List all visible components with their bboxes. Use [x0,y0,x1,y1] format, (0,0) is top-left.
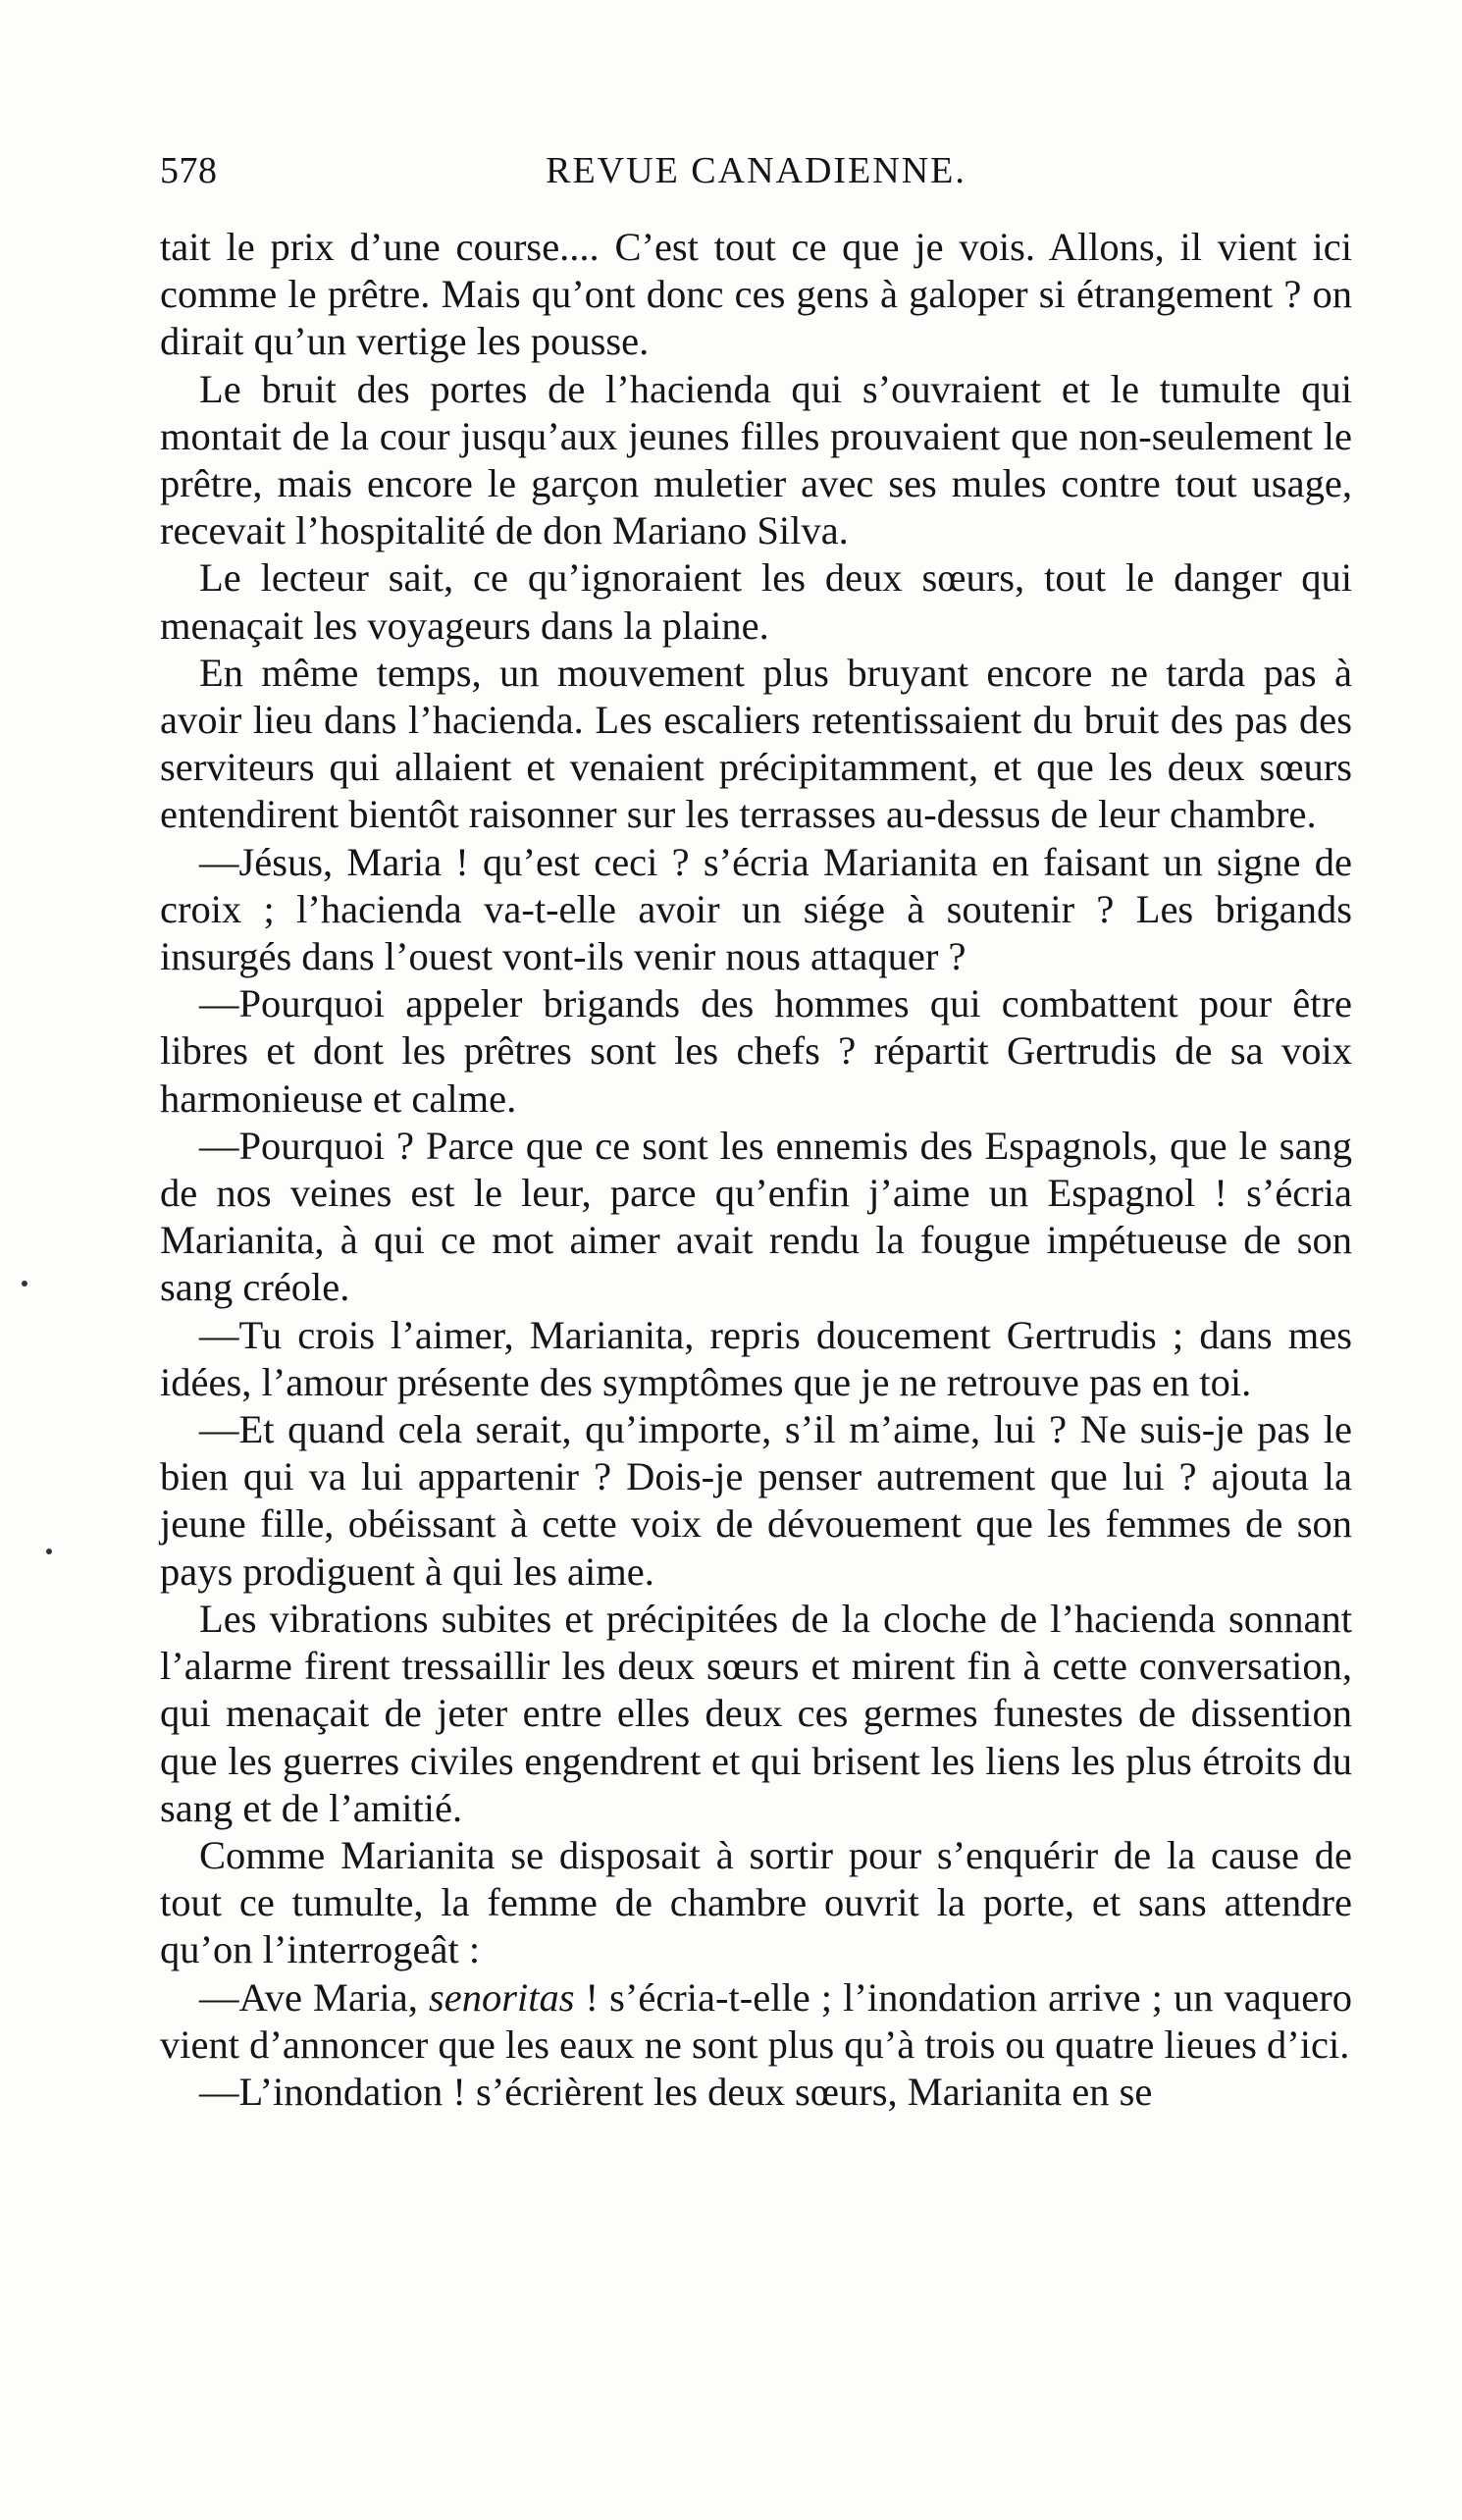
paragraph [160,1974,1352,2069]
paragraph: tait le prix d’une course.... C’est tout ce que je vois. Allons, il vient ici comme le prêtre. Mais qu’ont donc ces gens à galoper si étrangement ? on dirait qu’un vertige les pousse. [160,225,1352,364]
paragraph: En même temps, un mouvement plus bruyant encore ne tarda pas à avoir lieu dans l’hacienda. Les escaliers retentissaient du bruit des pas des serviteurs qui allaient et venaient précipitamment, et que les deux sœurs entendirent bientôt raisonner sur les terrasses au-dessus de leur chambre. [160,650,1352,837]
paragraph: —Pourquoi ? Parce que ce sont les ennemis des Espagnols, que le sang de nos veines est le leur, parce qu’enfin j’aime un Espagnol ! s’écria Marianita, à qui ce mot aimer avait rendu la fougue impétueuse de son sang créole. [160,1123,1352,1310]
italic-word: senoritas [428,1974,575,2020]
paragraph-text: —Ave Maria, [199,1974,429,2020]
paragraph: —Pourquoi appeler brigands des hommes qui combattent pour être libres et dont les prêtres sont les chefs ? répartit Gertrudis de sa voix harmonieuse et calme. [160,981,1352,1121]
page-header [160,149,1352,208]
body-text [160,224,1352,2116]
paragraph: Les vibrations subites et précipitées de la cloche de l’hacienda sonnant l’alarme firent tressaillir les deux sœurs et mirent fin à cette conversation, qui menaçait de jeter entre elles deux ces germes funestes de dissention que les guerres civiles engendrent et qui brisent les liens les plus étroits du sang et de l’amitié. [160,1596,1352,1830]
paragraph: —Jésus, Maria ! qu’est ceci ? s’écria Marianita en faisant un signe de croix ; l’hacienda va-t-elle avoir un siége à soutenir ? Les brigands insurgés dans l’ouest vont-ils venir nous attaquer ? [160,839,1352,979]
paragraph: —L’inondation ! s’écrièrent les deux sœurs, Marianita en se [199,2069,1153,2114]
paragraph: Le bruit des portes de l’hacienda qui s’ouvraient et le tumulte qui montait de la cour jusqu’aux jeunes filles prouvaient que non-seulement le prêtre, mais encore le garçon muletier avec ses mules contre tout usage, recevait l’hospitalité de don Mariano Silva. [160,366,1352,553]
paragraph: Le lecteur sait, ce qu’ignoraient les deux sœurs, tout le danger qui menaçait les voyageurs dans la plaine. [160,555,1352,648]
paragraph: —Tu crois l’aimer, Marianita, repris doucement Gertrudis ; dans mes idées, l’amour présente des symptômes que je ne retrouve pas en toi. [160,1312,1352,1404]
page-number: 578 [160,150,218,191]
paragraph: Comme Marianita se disposait à sortir pour s’enquérir de la cause de tout ce tumulte, la femme de chambre ouvrit la porte, et sans attendre qu’on l’interrogeât : [160,1832,1352,1972]
paragraph: —Et quand cela serait, qu’importe, s’il m’aime, lui ? Ne suis-je pas le bien qui va lui appartenir ? Dois-je penser autrement que lui ? ajouta la jeune fille, obéissant à cette voix de dévouement que les femmes de son pays prodiguent à qui les aime. [160,1407,1352,1594]
running-title: REVUE CANADIENNE. [546,150,966,191]
margin-speck [46,1549,52,1554]
paragraph-text: ! s’écria-t-elle ; l’inondation arrive ; un vaquero vient d’annoncer que les eaux ne sont plus qu’à trois ou quatre lieues d’ici. [160,1974,1352,2067]
margin-speck [22,1281,27,1286]
